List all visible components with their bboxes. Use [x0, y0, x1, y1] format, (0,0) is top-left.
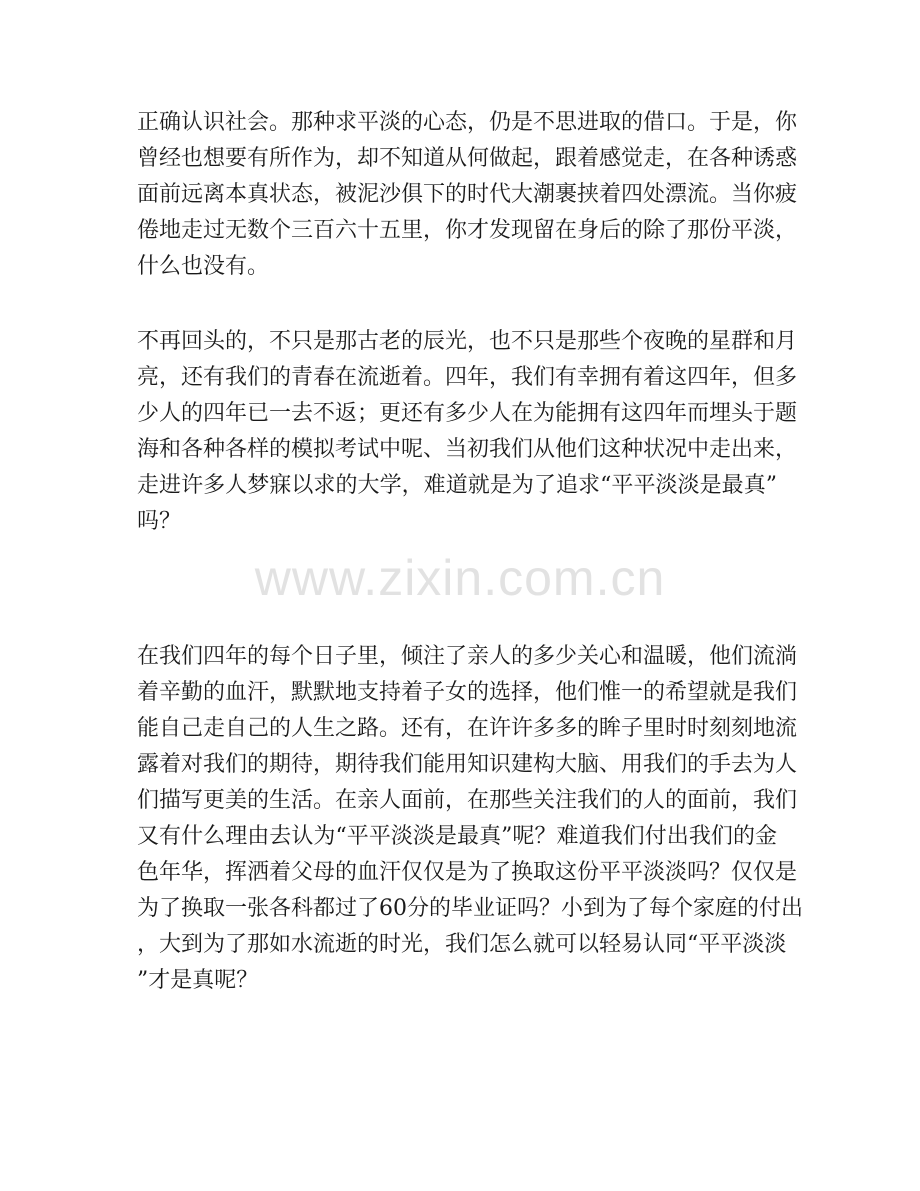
paragraph-line: 又有什么理由去认为“平平淡淡是最真”呢？难道我们付出我们的金: [137, 824, 777, 849]
paragraph-line: 露着对我们的期待，期待我们能用知识建构大脑、用我们的手去为人: [137, 752, 798, 777]
paragraph-line: 面前远离本真状态，被泥沙俱下的时代大潮裹挟着四处漂流。当你疲: [137, 182, 798, 207]
paragraph-line: 什么也没有。: [137, 254, 270, 279]
paragraph-2: [137, 324, 798, 540]
paragraph-1: [137, 105, 798, 285]
paragraph-line: 着辛勤的血汗，默默地支持着子女的选择，他们惟一的希望就是我们: [137, 680, 798, 705]
paragraph-line: 走进许多人梦寐以求的大学，难道就是为了追求“平平淡淡是最真”: [137, 473, 777, 498]
paragraph-line: 正确认识社会。那种求平淡的心态，仍是不思进取的借口。于是，你: [137, 110, 798, 135]
paragraph-line: 不再回头的，不只是那古老的辰光，也不只是那些个夜晚的星群和月: [137, 329, 798, 354]
paragraph-line: 们描写更美的生活。在亲人面前，在那些关注我们的人的面前，我们: [137, 788, 798, 813]
paragraph-line: 倦地走过无数个三百六十五里，你才发现留在身后的除了那份平淡，: [137, 218, 798, 243]
paragraph-3: [137, 639, 803, 999]
paragraph-line: ”才是真呢？: [137, 968, 259, 993]
paragraph-line: ，大到为了那如水流逝的时光，我们怎么就可以轻易认同“平平淡淡: [137, 932, 787, 957]
paragraph-line: 在我们四年的每个日子里，倾注了亲人的多少关心和温暖，他们流淌: [137, 644, 798, 669]
paragraph-line: 吗？: [137, 509, 182, 534]
watermark: www.zixin.com.cn: [254, 550, 666, 606]
paragraph-line: 海和各种各样的模拟考试中呢、当初我们从他们这种状况中走出来，: [137, 437, 798, 462]
paragraph-line: 曾经也想要有所作为，却不知道从何做起，跟着感觉走，在各种诱惑: [137, 146, 798, 171]
paragraph-line: 色年华，挥洒着父母的血汗仅仅是为了换取这份平平淡淡吗？仅仅是: [137, 860, 798, 885]
paragraph-line: 少人的四年已一去不返；更还有多少人在为能拥有这四年而埋头于题: [137, 401, 798, 426]
paragraph-line: 为了换取一张各科都过了60分的毕业证吗？小到为了每个家庭的付出: [137, 896, 803, 921]
paragraph-line: 亮，还有我们的青春在流逝着。四年，我们有幸拥有着这四年，但多: [137, 365, 798, 390]
paragraph-line: 能自己走自己的人生之路。还有，在许许多多的眸子里时时刻刻地流: [137, 716, 798, 741]
